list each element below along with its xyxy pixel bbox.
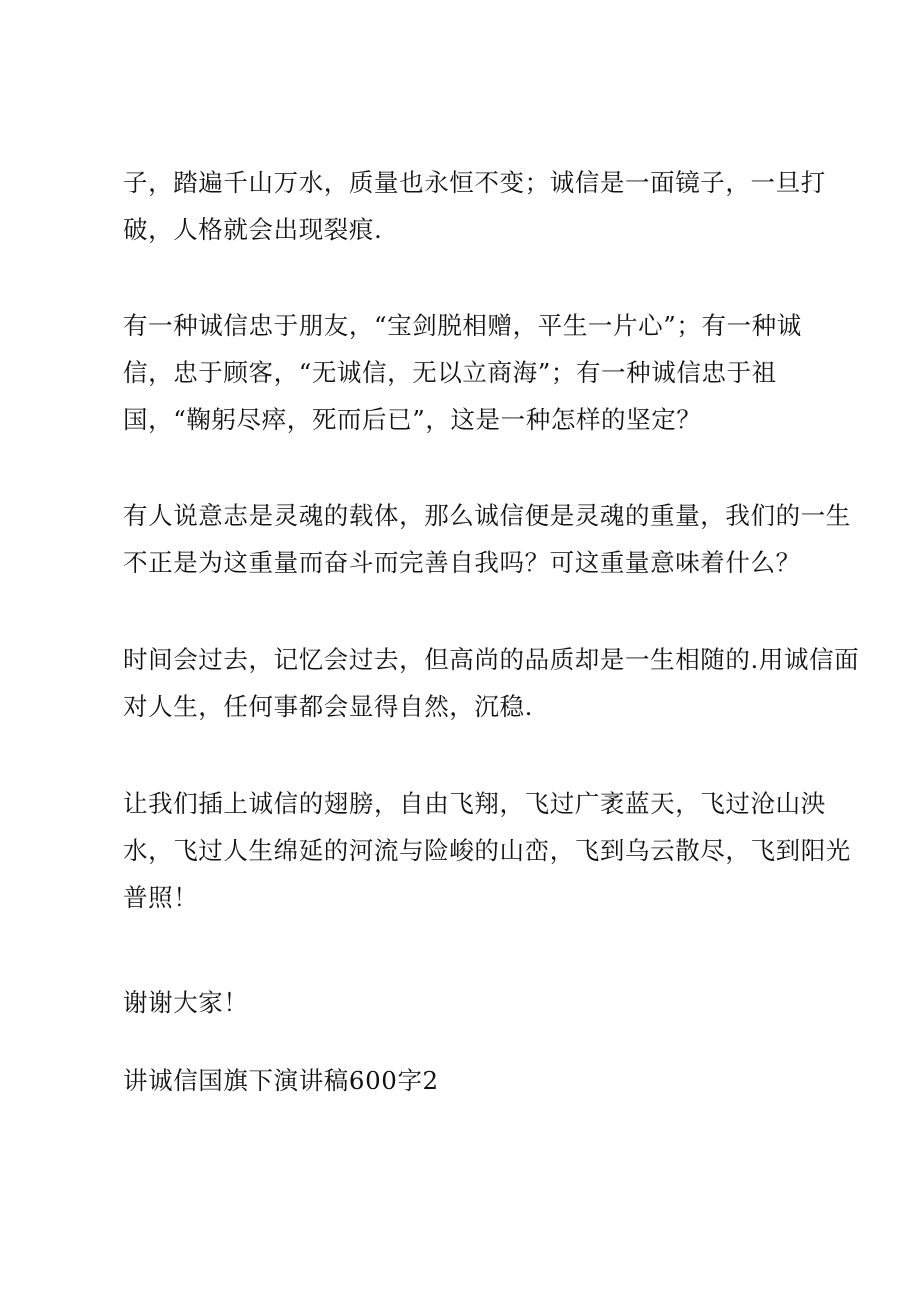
paragraph-3-line-2: 不正是为这重量而奋斗而完善自我吗？可这重量意味着什么？ <box>123 548 801 577</box>
paragraph-2-line-2: 信，忠于顾客，“无诚信，无以立商海”；有一种诚信忠于祖 <box>123 358 777 387</box>
paragraph-1-line-2: 破，人格就会出现裂痕. <box>123 215 383 244</box>
next-section-title: 讲诚信国旗下演讲稿600字2 <box>123 1066 439 1095</box>
closing-thanks: 谢谢大家！ <box>123 988 249 1017</box>
paragraph-3-line-1: 有人说意志是灵魂的载体，那么诚信便是灵魂的重量，我们的一生 <box>123 501 851 530</box>
paragraph-2-line-3: 国，“鞠躬尽瘁，死而后已”，这是一种怎样的坚定？ <box>123 405 702 434</box>
paragraph-4-line-1: 时间会过去，记忆会过去，但高尚的品质却是一生相随的.用诚信面 <box>123 645 860 674</box>
paragraph-5-line-2: 水，飞过人生绵延的河流与险峻的山峦，飞到乌云散尽，飞到阳光 <box>123 836 851 865</box>
paragraph-4-line-2: 对人生，任何事都会显得自然，沉稳. <box>123 692 533 721</box>
paragraph-2-line-1: 有一种诚信忠于朋友，“宝剑脱相赠，平生一片心”；有一种诚 <box>123 311 802 340</box>
paragraph-5-line-1: 让我们插上诚信的翅膀，自由飞翔，飞过广袤蓝天，飞过沧山泱 <box>123 789 826 818</box>
paragraph-5-line-3: 普照！ <box>123 883 199 912</box>
paragraph-1-line-1: 子，踏遍千山万水，质量也永恒不变；诚信是一面镜子，一旦打 <box>123 168 826 197</box>
